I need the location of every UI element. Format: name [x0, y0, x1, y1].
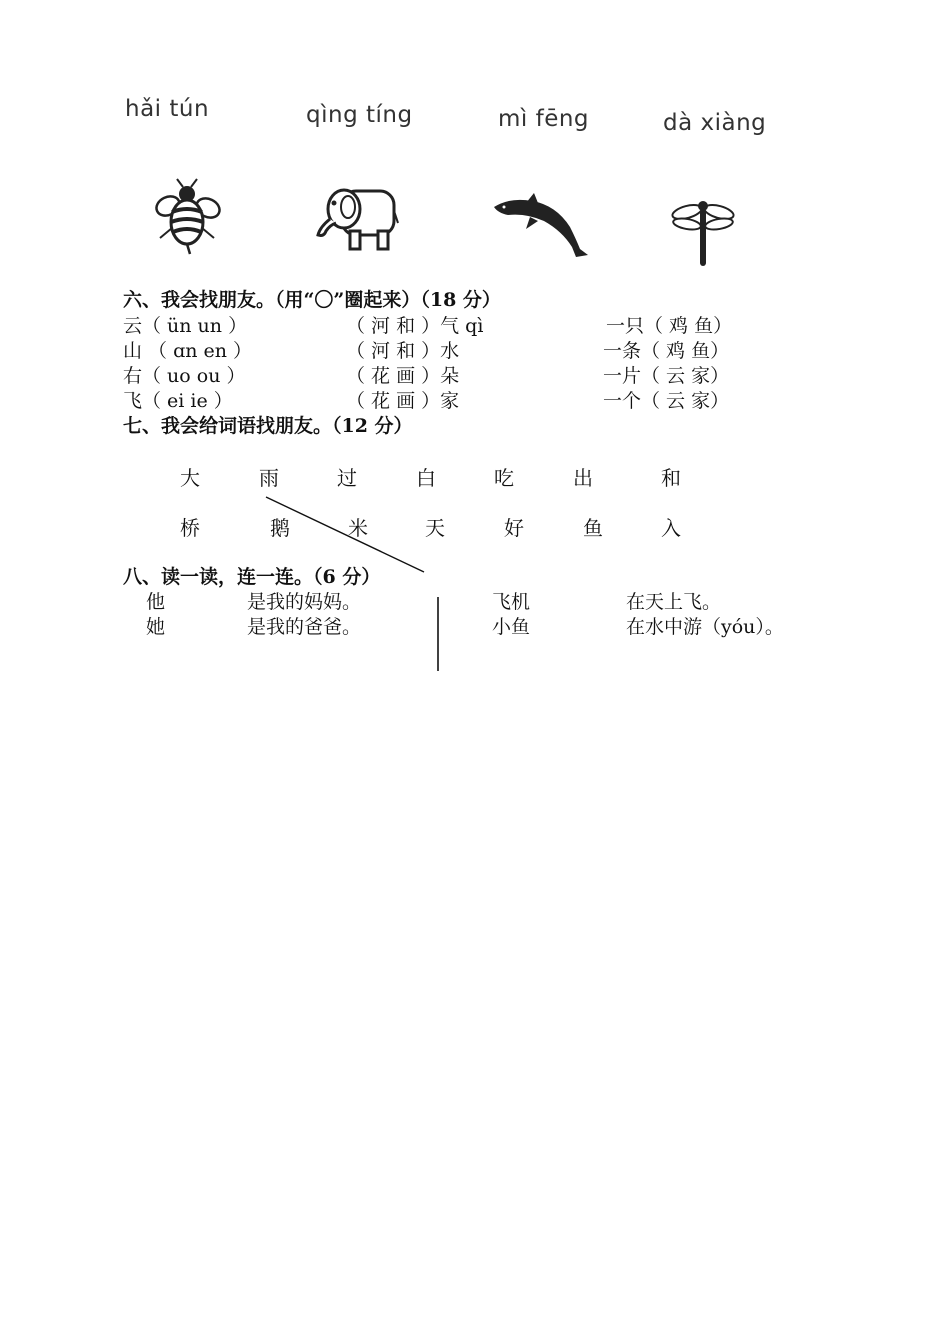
section6-row2-col1: 山 （ ɑn en ） [123, 340, 253, 362]
word-top-2: 雨 [259, 466, 279, 490]
section6-row4-col2: （ 花 画 ）家 [346, 390, 460, 412]
section6-row4-col1: 飞（ ei ie ） [123, 390, 233, 412]
section6-row1-col2: （ 河 和 ）气 qì [346, 315, 484, 337]
word-bottom-3: 米 [348, 516, 368, 540]
right-predicate-2: 在水中游（yóu）。 [626, 616, 784, 638]
word-top-3: 过 [337, 466, 357, 490]
left-predicate-2: 是我的爸爸。 [247, 616, 362, 638]
word-bottom-5: 好 [504, 516, 524, 540]
left-subject-1: 他 [146, 591, 166, 613]
word-top-1: 大 [180, 466, 200, 490]
section6-row2-col3: 一条（ 鸡 鱼） [603, 340, 730, 362]
right-subject-1: 飞机 [492, 591, 531, 613]
word-top-7: 和 [661, 466, 681, 490]
pinyin-label-3: mì fēng [498, 106, 590, 132]
word-bottom-4: 天 [425, 516, 445, 540]
section7-heading: 七、我会给词语找朋友。（12 分） [123, 415, 413, 437]
section6-row1-col3: 一只（ 鸡 鱼） [606, 315, 733, 337]
word-top-5: 吃 [494, 466, 514, 490]
pinyin-label-4: dà xiàng [663, 110, 767, 136]
word-top-4: 白 [416, 466, 436, 490]
section6-row1-col1: 云（ ün un ） [123, 315, 248, 337]
section6-row2-col2: （ 河 和 ）水 [346, 340, 460, 362]
word-top-6: 出 [573, 466, 593, 490]
right-subject-2: 小鱼 [492, 616, 531, 638]
left-subject-2: 她 [146, 616, 166, 638]
section6-heading: 六、我会找朋友。（用“〇”圈起来）（18 分） [123, 289, 501, 311]
section6-row3-col3: 一片（ 云 家） [603, 365, 730, 387]
section8-heading: 八、读一读，连一连。（6 分） [123, 566, 381, 588]
section6-row3-col1: 右（ uo ou ） [123, 365, 246, 387]
pinyin-label-2: qìng tíng [306, 102, 413, 128]
section6-row3-col2: （ 花 画 ）朵 [346, 365, 460, 387]
section6-row4-col3: 一个（ 云 家） [603, 390, 730, 412]
word-bottom-7: 入 [661, 516, 681, 540]
word-bottom-2: 鹅 [270, 516, 290, 540]
right-predicate-1: 在天上飞。 [626, 591, 722, 613]
word-bottom-6: 鱼 [583, 516, 603, 540]
left-predicate-1: 是我的妈妈。 [247, 591, 362, 613]
word-bottom-1: 桥 [180, 516, 200, 540]
pinyin-label-1: hǎi tún [125, 96, 210, 122]
